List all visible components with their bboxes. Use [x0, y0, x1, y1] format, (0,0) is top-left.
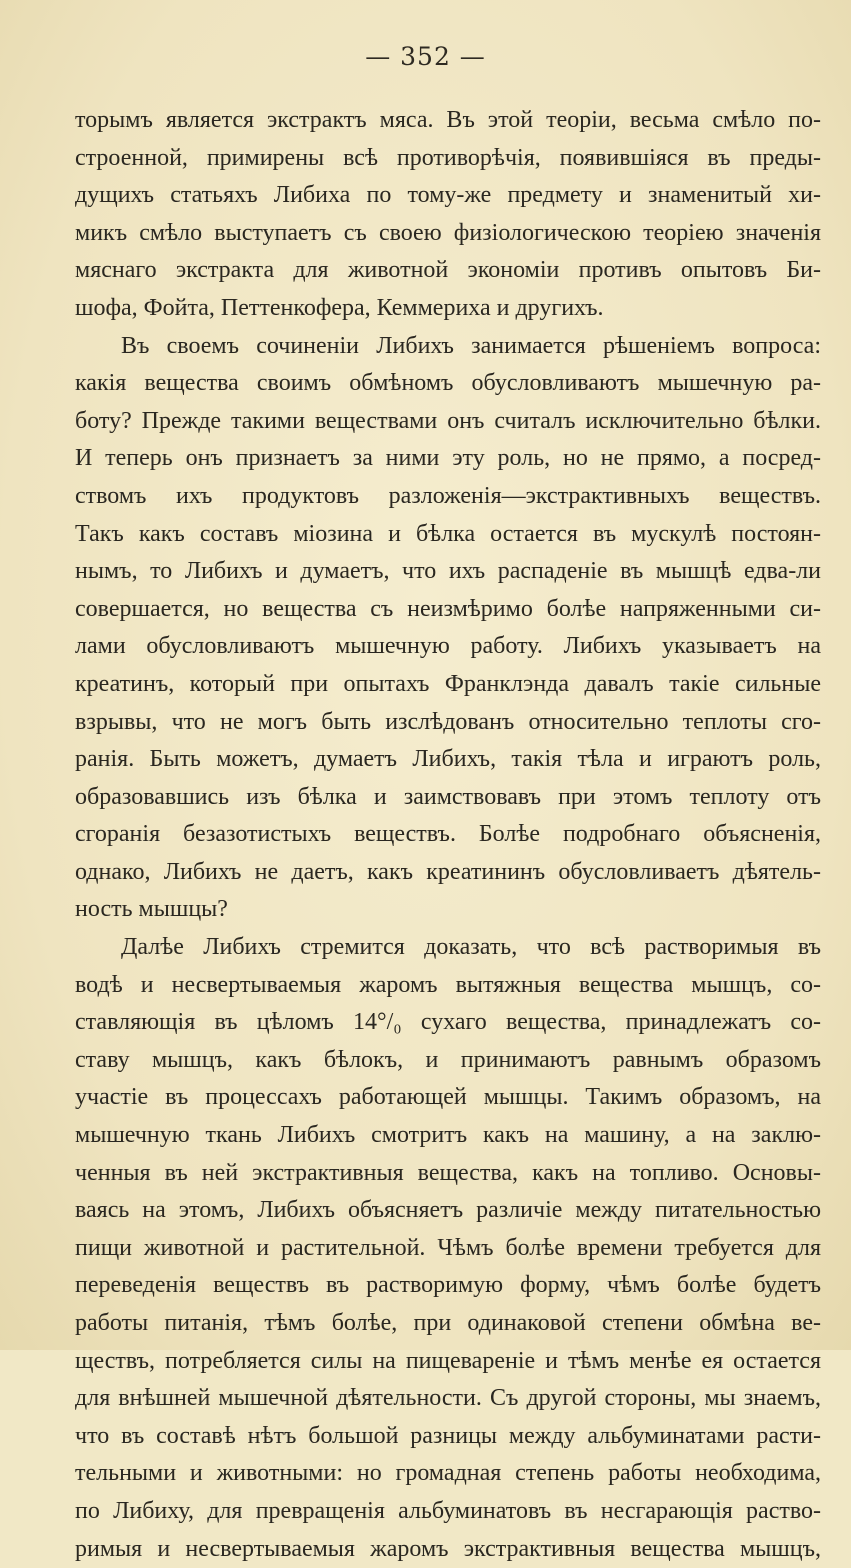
- text-line: креатинъ, который при опытахъ Франклэнда давалъ такіе сильные: [75, 670, 821, 697]
- text-line: переведенія веществъ въ растворимую форму, чѣмъ болѣе будетъ: [75, 1272, 821, 1299]
- text-line: взрывы, что не могъ быть изслѣдованъ относительно теплоты сго-: [75, 708, 821, 735]
- text-line: строенной, примирены всѣ противорѣчія, появившіяся въ преды-: [75, 144, 821, 171]
- text-line: торымъ является экстрактъ мяса. Въ этой теоріи, весьма смѣло по-: [75, 107, 821, 133]
- text-line: ставу мышцъ, какъ бѣлокъ, и принимаютъ равнымъ образомъ: [75, 1046, 821, 1073]
- paragraph-first-line: Далѣе Либихъ стремится доказать, что всѣ растворимыя въ: [121, 934, 821, 961]
- text-line: Такъ какъ составъ міозина и бѣлка остается въ мускулѣ постоян-: [75, 520, 821, 547]
- text-line: совершается, но вещества съ неизмѣримо болѣе напряженными си-: [75, 595, 821, 622]
- text-line: работы питанія, тѣмъ болѣе, при одинаковой степени обмѣна ве-: [75, 1310, 821, 1336]
- text-line: мяснаго экстракта для животной экономіи противъ опытовъ Би-: [75, 257, 821, 284]
- text-line: водѣ и несвертываемыя жаромъ вытяжныя вещества мышцъ, со-: [75, 971, 821, 998]
- text-line: ченныя въ ней экстрактивныя вещества, какъ на топливо. Основы-: [75, 1159, 821, 1186]
- text-line: микъ смѣло выступаетъ съ своею физіологическою теоріею значенія: [75, 219, 821, 246]
- text-line: мышечную ткань Либихъ смотритъ какъ на машину, а на заклю-: [75, 1122, 821, 1149]
- text-line: по Либиху, для превращенія альбуминатовъ въ несгарающія раство-: [75, 1497, 821, 1524]
- text-line: что въ составѣ нѣтъ большой разницы между альбуминатами расти-: [75, 1422, 821, 1449]
- body-text: [75, 102, 821, 1568]
- text-line: ность мышцы?: [75, 896, 228, 923]
- page-number: — 352 —: [365, 42, 486, 71]
- text-line: дущихъ статьяхъ Либиха по тому-же предмету и знаменитый хи-: [75, 182, 821, 209]
- paragraph-first-line: Въ своемъ сочиненіи Либихъ занимается рѣшеніемъ вопроса:: [121, 332, 821, 359]
- text-line: для внѣшней мышечной дѣятельности. Съ другой стороны, мы знаемъ,: [75, 1385, 821, 1412]
- text-line: ществъ, потребляется силы на пищевареніе и тѣмъ менѣе ея остается: [75, 1347, 821, 1374]
- text-line: шофа, Фойта, Петтенкофера, Кеммериха и другихъ.: [75, 294, 604, 321]
- text-line: пищи животной и растительной. Чѣмъ болѣе времени требуется для: [75, 1234, 821, 1261]
- text-line: И теперь онъ признаетъ за ними эту роль, но не прямо, а посред-: [75, 445, 821, 472]
- text-line: ранія. Быть можетъ, думаетъ Либихъ, такія тѣла и играютъ роль,: [75, 746, 821, 773]
- text-line: ствомъ ихъ продуктовъ разложенія—экстрактивныхъ веществъ.: [75, 482, 821, 509]
- text-line: сгоранія безазотистыхъ веществъ. Болѣе подробнаго объясненія,: [75, 821, 821, 848]
- text-line: образовавшись изъ бѣлка и заимствовавъ при этомъ теплоту отъ: [75, 783, 821, 810]
- text-line: какія вещества своимъ обмѣномъ обусловливаютъ мышечную ра-: [75, 370, 821, 397]
- text-line: ваясь на этомъ, Либихъ объясняетъ различіе между питательностью: [75, 1197, 821, 1224]
- text-line: тельными и животными: но громадная степень работы необходима,: [75, 1460, 821, 1487]
- text-line: однако, Либихъ не даетъ, какъ креатининъ обусловливаетъ дѣятель-: [75, 858, 821, 885]
- text-line: ставляющія въ цѣломъ 14°/₀ сухаго вещества, принадлежатъ со-: [75, 1009, 821, 1036]
- text-line: нымъ, то Либихъ и думаетъ, что ихъ распаденіе въ мышцѣ едва-ли: [75, 558, 821, 585]
- text-line: лами обусловливаютъ мышечную работу. Либихъ указываетъ на: [75, 633, 821, 660]
- text-line: боту? Прежде такими веществами онъ считалъ исключительно бѣлки.: [75, 407, 821, 434]
- text-line: участіе въ процессахъ работающей мышцы. Такимъ образомъ, на: [75, 1084, 821, 1111]
- text-line: римыя и несвертываемыя жаромъ экстрактивныя вещества мышцъ,: [75, 1535, 821, 1562]
